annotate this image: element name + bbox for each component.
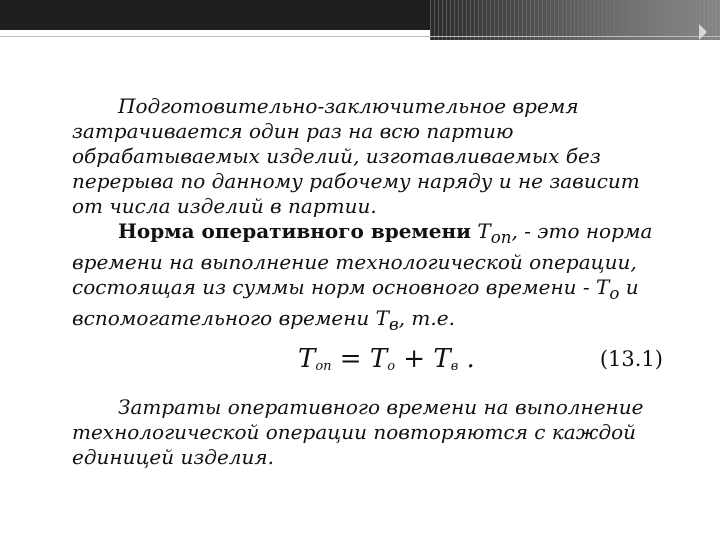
paragraph-operative-costs: Затраты оперативного времени на выполнение технологической операции повторяются с каждой единицей изделия. [72,395,644,469]
paragraph-operative-norm: Норма оперативного времени $Т_{оп}$, - это норма времени на выполнение технологической операции, состоящая из суммы норм основного времени - $Т_о$ и вспомогательного времени $Т_в$, т.е. [72,219,653,334]
header-accent [430,0,720,40]
symbol-top: $Т_{оп}$ [477,219,512,247]
formula-row [72,337,677,395]
symbol-tv: $Т_в$ [375,306,399,334]
slide-body [72,94,677,470]
triangle-marker-icon [699,24,707,40]
header-rule [0,36,720,37]
formula: $T_{оп} = T_о + T_в$ . [298,344,475,374]
symbol-to: $Т_о$ [596,275,620,303]
term-operative-norm: Норма оперативного времени [118,219,471,243]
equation-number: (13.1) [599,347,663,371]
paragraph-preparatory-time: Подготовительно-заключительное время затрачивается один раз на всю партию обрабатываемых изделий, изготавливаемых без перерыва по данному рабочему наряду и не зависит от числа изделий в партии. [72,94,640,218]
